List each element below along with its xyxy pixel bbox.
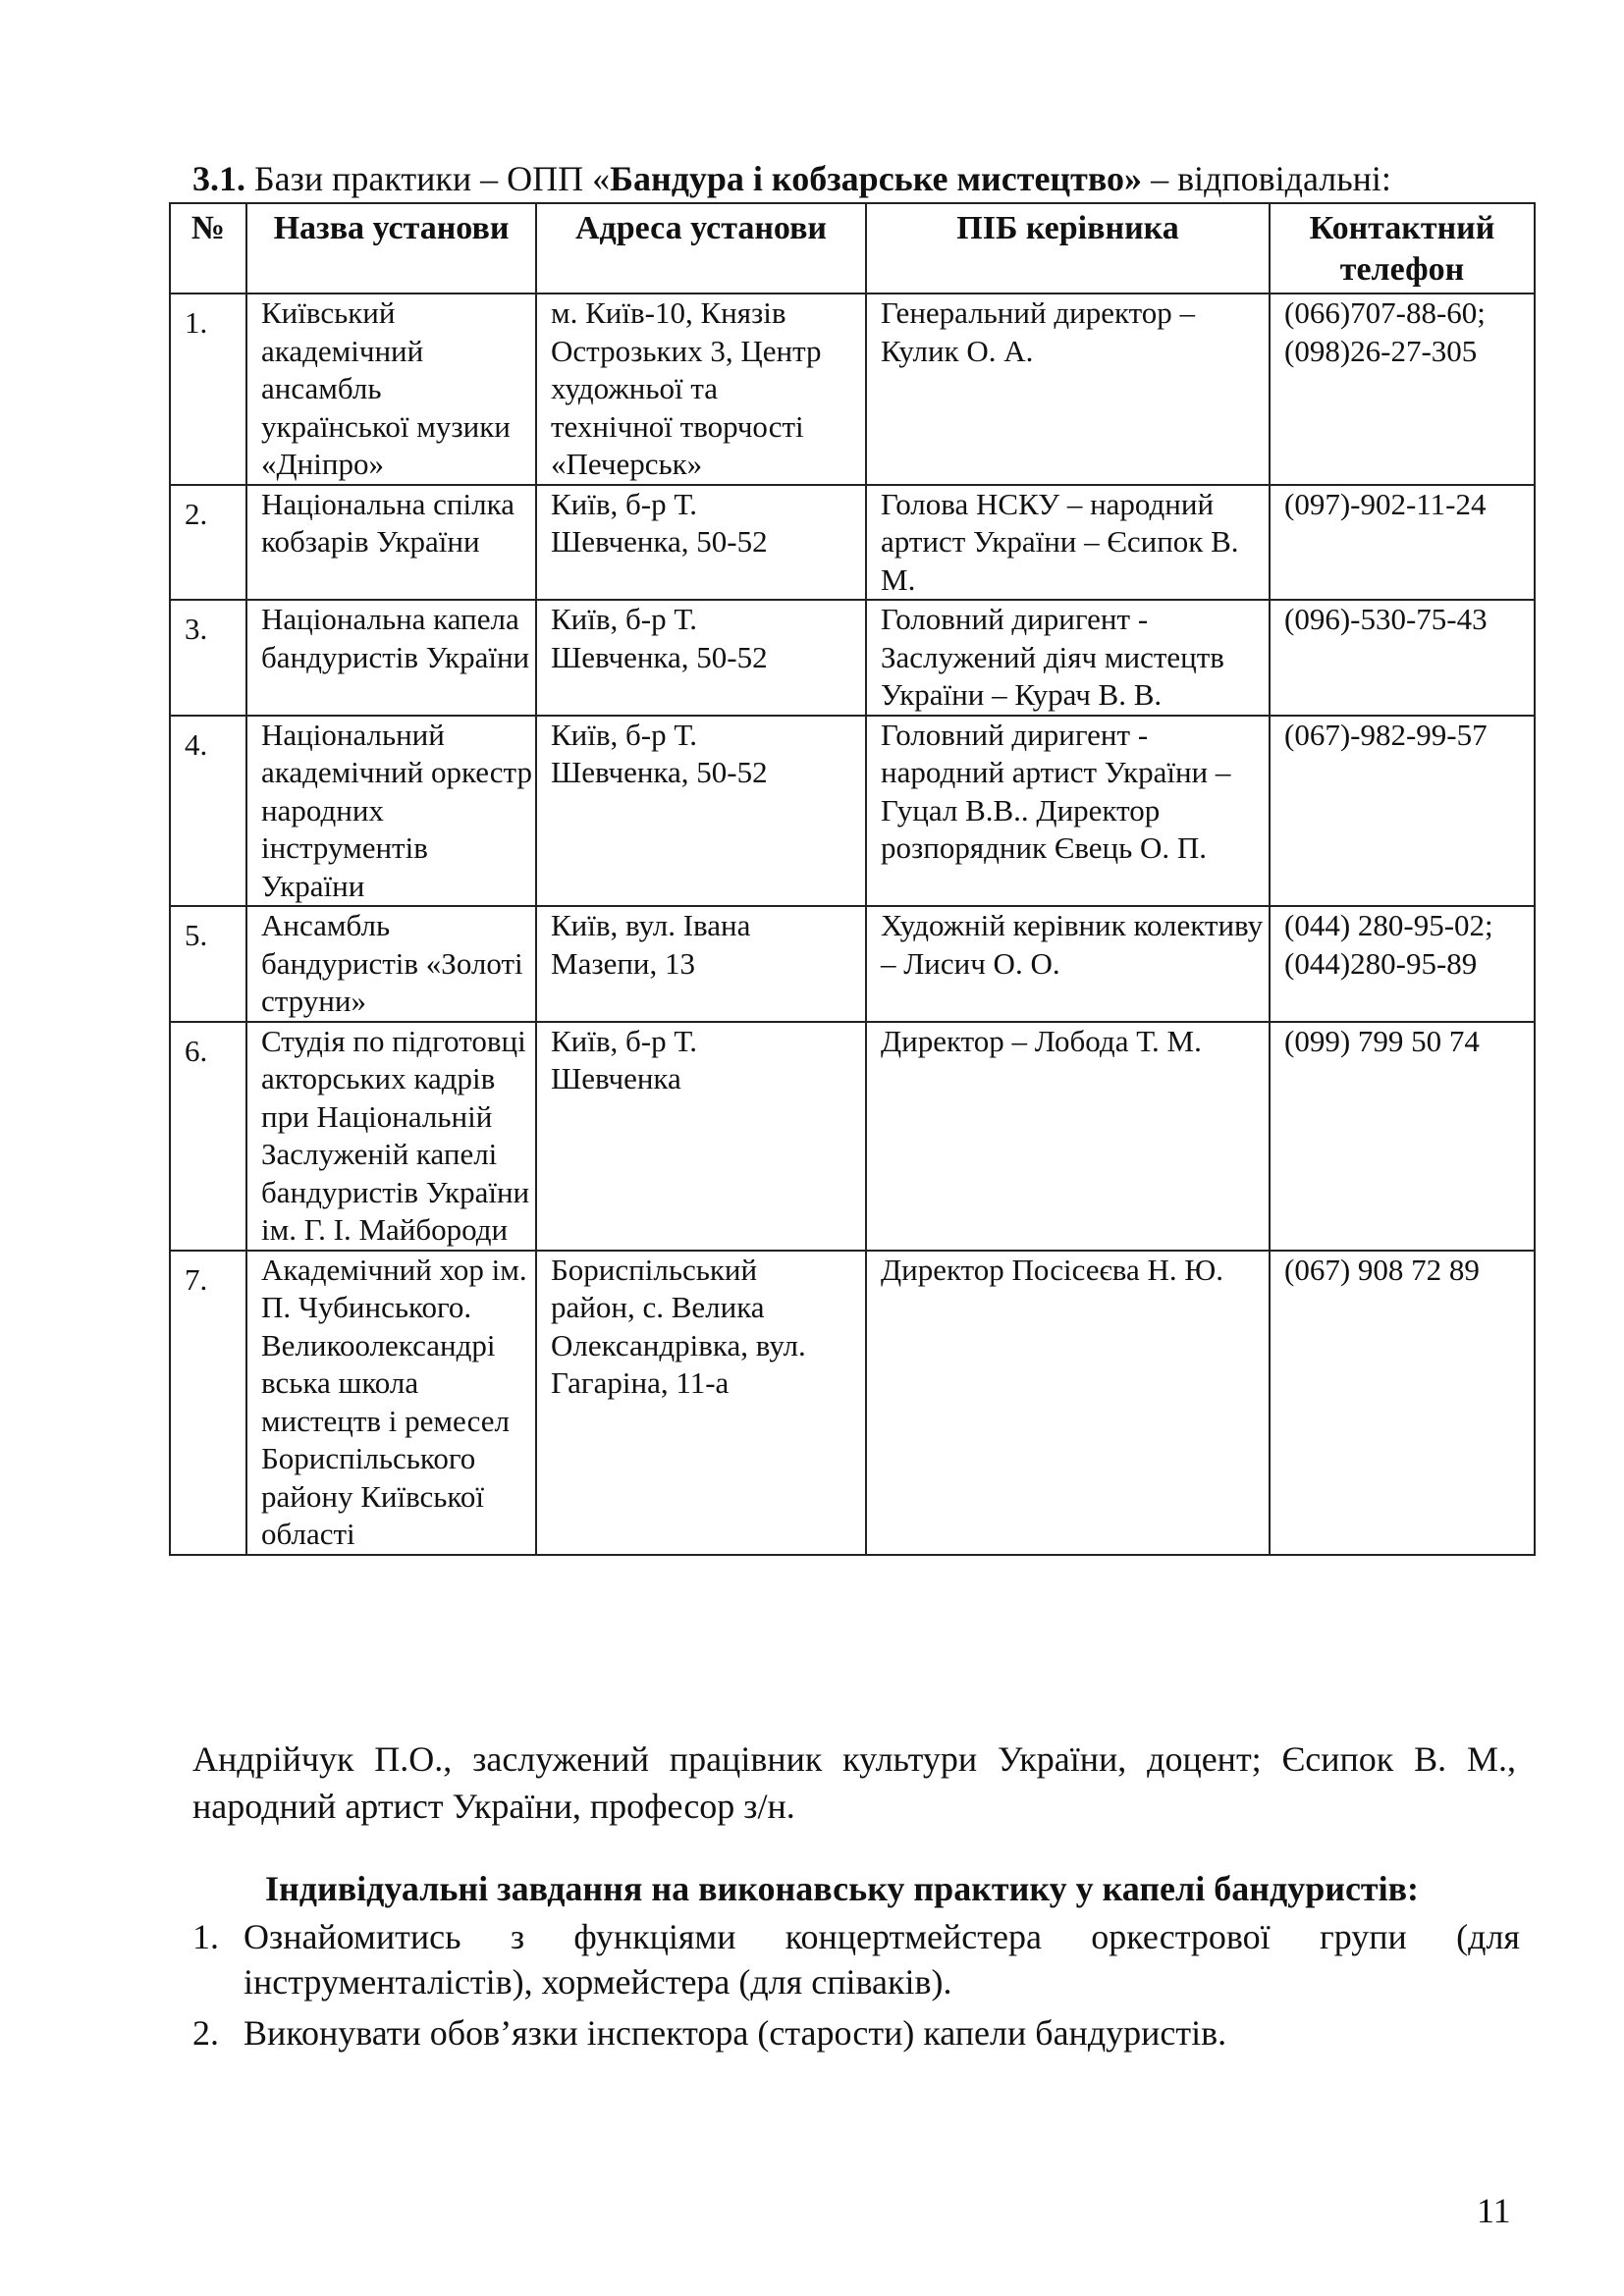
cell-head: Директор Посісеєва Н. Ю.	[866, 1251, 1270, 1555]
cell-head: Головний диригент - народний артист України – Гуцал В.В.. Директор розпорядник Євець О. П.	[866, 716, 1270, 907]
cell-number: 4.	[170, 716, 246, 907]
cell-head: Головний диригент - Заслужений діяч мистецтв України – Курач В. В.	[866, 600, 1270, 716]
cell-address: Бориспільський район, с. Велика Олександрівка, вул. Гагаріна, 11-а	[536, 1251, 866, 1555]
table-row	[170, 294, 1535, 485]
table-row	[170, 485, 1535, 601]
cell-phone: (067)-982-99-57	[1270, 716, 1535, 907]
cell-name: Національна капела бандуристів України	[246, 600, 536, 716]
cell-name: Ансамбль бандуристів «Золоті струни»	[246, 906, 536, 1022]
cell-number: 3.	[170, 600, 246, 716]
cell-head: Директор – Лобода Т. М.	[866, 1022, 1270, 1251]
section-number: 3.1.	[192, 159, 245, 198]
cell-head: Художній керівник колективу – Лисич О. О.	[866, 906, 1270, 1022]
table-row	[170, 716, 1535, 907]
cell-number: 5.	[170, 906, 246, 1022]
responsible-note: Андрійчук П.О., заслужений працівник культури України, доцент; Єсипок В. М., народний артист України, професор з/н.	[192, 1739, 1516, 1826]
cell-name: Національний академічний оркестр народних інструментів України	[246, 716, 536, 907]
cell-address: Київ, б-р Т. Шевченка, 50-52	[536, 600, 866, 716]
table-row	[170, 600, 1535, 716]
list-marker: 2.	[192, 2013, 219, 2053]
cell-phone: (044) 280-95-02; (044)280-95-89	[1270, 906, 1535, 1022]
cell-phone: (067) 908 72 89	[1270, 1251, 1535, 1555]
header-phone: Контактний телефон	[1270, 203, 1535, 294]
cell-phone: (066)707-88-60; (098)26-27-305	[1270, 294, 1535, 485]
cell-number: 2.	[170, 485, 246, 601]
header-name: Назва установи	[246, 203, 536, 294]
program-name: Бандура і кобзарське мистецтво»	[610, 159, 1143, 198]
list-item-text: Ознайомитись з функціями концертмейстера оркестрової групи (для інструменталістів), хормейстера (для співаків).	[244, 1917, 1520, 2002]
cell-phone: (099) 799 50 74	[1270, 1022, 1535, 1251]
list-item-text: Виконувати обов’язки інспектора (старости) капели бандуристів.	[244, 2013, 1227, 2053]
cell-address: Київ, б-р Т. Шевченка, 50-52	[536, 485, 866, 601]
cell-address: Київ, вул. Івана Мазепи, 13	[536, 906, 866, 1022]
heading-text-before: Бази практики – ОПП «	[245, 159, 611, 198]
cell-number: 1.	[170, 294, 246, 485]
cell-address: м. Київ-10, Князів Острозьких 3, Центр художньої та технічної творчості «Печерськ»	[536, 294, 866, 485]
page-number: 11	[1477, 2191, 1511, 2230]
table-row	[170, 1251, 1535, 1555]
header-number: №	[170, 203, 246, 294]
tasks-title: Індивідуальні завдання на виконавську практику у капелі бандуристів:	[265, 1869, 1420, 1908]
practice-bases-table	[169, 202, 1536, 1556]
table-row	[170, 1022, 1535, 1251]
list-item	[192, 1914, 1520, 2004]
cell-phone: (096)-530-75-43	[1270, 600, 1535, 716]
list-marker: 1.	[192, 1917, 219, 1956]
heading-text-after: – відповідальні:	[1142, 159, 1391, 198]
cell-number: 6.	[170, 1022, 246, 1251]
cell-phone: (097)-902-11-24	[1270, 485, 1535, 601]
cell-address: Київ, б-р Т. Шевченка	[536, 1022, 866, 1251]
cell-name: Національна спілка кобзарів України	[246, 485, 536, 601]
section-heading	[192, 157, 1528, 200]
table-row	[170, 906, 1535, 1022]
cell-name: Студія по підготовці акторських кадрів при Національній Заслуженій капелі бандуристів України ім. Г. І. Майбороди	[246, 1022, 536, 1251]
cell-address: Київ, б-р Т. Шевченка, 50-52	[536, 716, 866, 907]
cell-head: Генеральний директор – Кулик О. А.	[866, 294, 1270, 485]
cell-head: Голова НСКУ – народний артист України – Єсипок В. М.	[866, 485, 1270, 601]
header-address: Адреса установи	[536, 203, 866, 294]
tasks-list	[192, 1914, 1520, 2061]
list-item	[192, 2010, 1520, 2056]
table-header-row	[170, 203, 1535, 294]
cell-name: Київський академічний ансамбль української музики «Дніпро»	[246, 294, 536, 485]
cell-number: 7.	[170, 1251, 246, 1555]
header-head: ПІБ керівника	[866, 203, 1270, 294]
cell-name: Академічний хор ім. П. Чубинського. Великоолександрі вська школа мистецтв і ремесел Бориспільського району Київської області	[246, 1251, 536, 1555]
